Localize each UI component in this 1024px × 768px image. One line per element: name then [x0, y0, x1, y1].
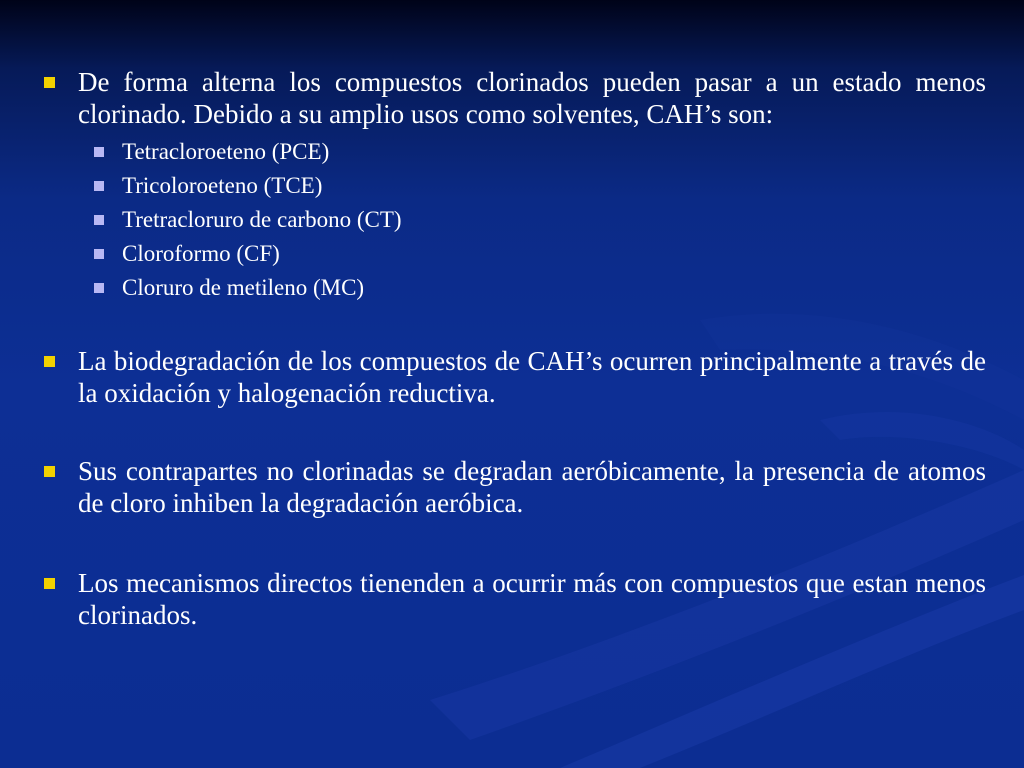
bullet-text: Sus contrapartes no clorinadas se degradan aeróbicamente, la presencia de atomos de cloro inhiben la degradación aeróbica. [78, 456, 986, 518]
bullet-item [40, 567, 986, 631]
square-bullet-icon [44, 578, 55, 589]
square-bullet-icon [44, 356, 55, 367]
sub-list-item [40, 203, 986, 237]
sub-list [40, 135, 986, 305]
bullet-item [40, 455, 986, 519]
sub-list-item [40, 237, 986, 271]
square-sub-bullet-icon [94, 147, 104, 157]
bullet-text: La biodegradación de los compuestos de CAH’s ocurren principalmente a través de la oxidación y halogenación reductiva. [78, 346, 986, 408]
square-sub-bullet-icon [94, 249, 104, 259]
square-bullet-icon [44, 77, 55, 88]
square-sub-bullet-icon [94, 215, 104, 225]
sub-list-item [40, 135, 986, 169]
bullet-text: De forma alterna los compuestos clorinados pueden pasar a un estado menos clorinado. Debido a su amplio usos como solventes, CAH’s son: [78, 67, 986, 129]
sub-list-item [40, 271, 986, 305]
slide-content [40, 66, 986, 631]
sub-item-text: Tretracloruro de carbono (CT) [122, 207, 402, 232]
square-sub-bullet-icon [94, 283, 104, 293]
sub-list-item [40, 169, 986, 203]
sub-item-text: Tricoloroeteno (TCE) [122, 173, 323, 198]
sub-item-text: Tetracloroeteno (PCE) [122, 139, 330, 164]
square-sub-bullet-icon [94, 181, 104, 191]
bullet-item [40, 345, 986, 409]
square-bullet-icon [44, 466, 55, 477]
bullet-text: Los mecanismos directos tienenden a ocurrir más con compuestos que estan menos clorinados. [78, 568, 986, 630]
sub-item-text: Cloroformo (CF) [122, 241, 280, 266]
bullet-item [40, 66, 986, 130]
sub-item-text: Cloruro de metileno (MC) [122, 275, 365, 300]
